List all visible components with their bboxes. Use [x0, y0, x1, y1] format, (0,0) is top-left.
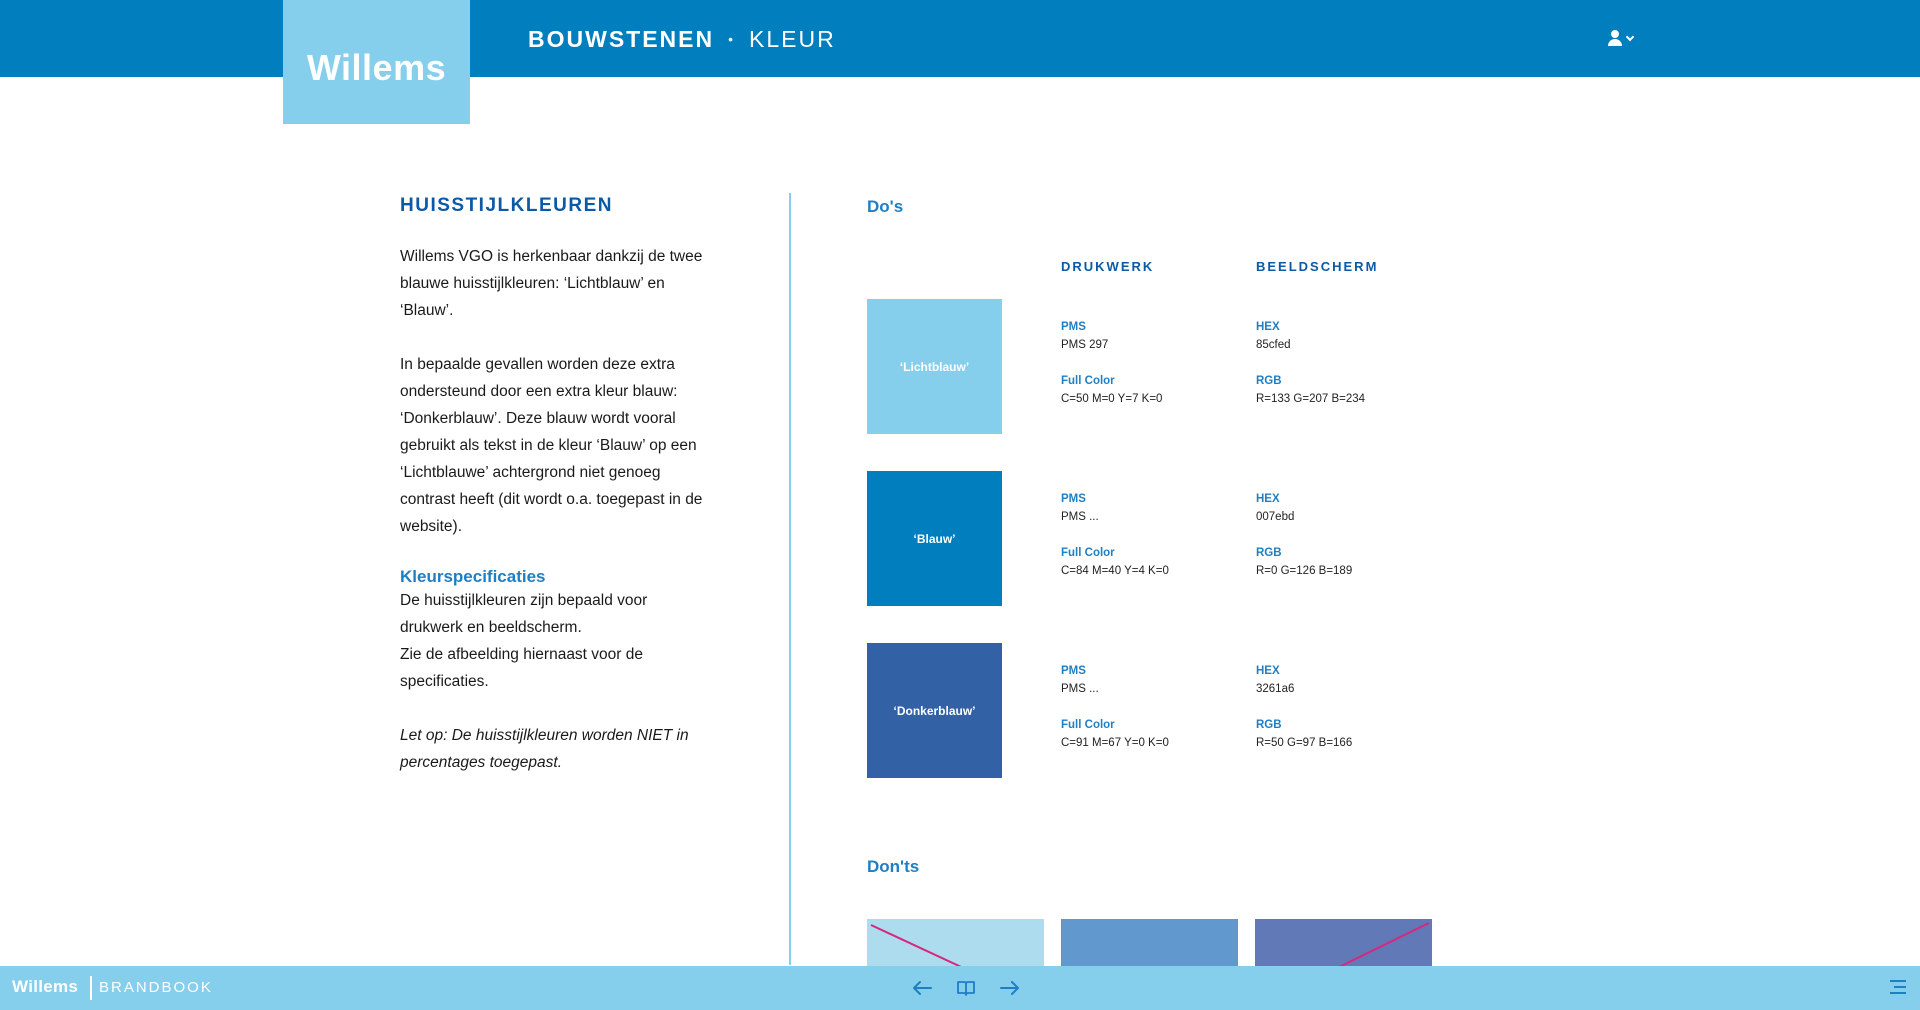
donts-heading: Don'ts: [867, 857, 920, 876]
fullcolor-label: Full Color: [1061, 719, 1115, 731]
logo-text: Willems: [306, 47, 447, 88]
arrow-left-icon: [912, 980, 932, 996]
pms-value: PMS ...: [1061, 683, 1099, 695]
pms-label: PMS: [1061, 493, 1086, 505]
dont-example-1: [867, 919, 1044, 966]
hex-value: 007ebd: [1256, 511, 1295, 523]
intro-column: [400, 195, 710, 776]
rgb-value: R=133 G=207 B=234: [1256, 393, 1366, 405]
swatch-label: ‘Blauw’: [913, 531, 956, 546]
specs-subheading: Kleurspecificaties: [400, 567, 546, 586]
specs-paragraph: De huisstijlkleuren zijn bepaald voor drukwerk en beeldscherm.: [400, 592, 648, 636]
chevron-down-icon: [1626, 32, 1634, 40]
breadcrumb-separator: •: [728, 31, 736, 47]
print-spec-donkerblauw: [1061, 662, 1169, 752]
breadcrumb: [528, 24, 836, 54]
page-title: HUISSTIJLKLEUREN: [400, 195, 613, 216]
column-divider: [789, 193, 791, 965]
extra-color-paragraph: In bepaalde gevallen worden deze extra ondersteund door een extra kleur blauw: ‘Donkerblauw’. Deze blauw wordt vooral gebruikt als tekst in de kleur ‘Blauw’ op een ‘Lichtblauwe’ achtergrond niet genoeg contrast heeft (dit wordt o.a. toegepast in de website).: [400, 356, 703, 535]
pms-label: PMS: [1061, 665, 1086, 677]
screen-spec-donkerblauw: [1256, 662, 1352, 752]
dont-example-3: [1255, 919, 1432, 966]
dont-tile-graphic: [867, 919, 1044, 966]
fullcolor-value: C=50 M=0 Y=7 K=0: [1061, 393, 1163, 405]
breadcrumb-section[interactable]: BOUWSTENEN: [528, 25, 715, 52]
fullcolor-value: C=84 M=40 Y=4 K=0: [1061, 565, 1169, 577]
footer-logo[interactable]: Willems: [12, 977, 79, 996]
dos-heading: Do's: [867, 197, 904, 216]
hex-label: HEX: [1256, 493, 1280, 505]
user-menu-button[interactable]: [1608, 28, 1638, 48]
fullcolor-label: Full Color: [1061, 547, 1115, 559]
rgb-value: R=50 G=97 B=166: [1256, 737, 1353, 749]
hex-value: 3261a6: [1256, 683, 1295, 695]
print-spec-lichtblauw: [1061, 318, 1162, 408]
hex-label: HEX: [1256, 665, 1280, 677]
note-paragraph: Let op: De huisstijlkleuren worden NIET in percentages toegepast.: [400, 727, 689, 771]
print-spec-blauw: [1061, 490, 1169, 580]
rgb-label: RGB: [1256, 375, 1282, 387]
pms-value: PMS ...: [1061, 511, 1099, 523]
next-page-button[interactable]: [997, 976, 1023, 1000]
hamburger-menu-icon[interactable]: [1884, 978, 1906, 998]
screen-column-header: BEELDSCHERM: [1256, 259, 1379, 274]
bottom-bar: [0, 966, 1920, 1010]
rgb-value: R=0 G=126 B=189: [1256, 565, 1353, 577]
dont-tile-graphic: [1255, 919, 1432, 966]
footer-divider: [90, 976, 92, 1000]
arrow-right-icon: [1000, 980, 1020, 996]
hex-label: HEX: [1256, 321, 1280, 333]
pms-label: PMS: [1061, 321, 1086, 333]
rgb-label: RGB: [1256, 719, 1282, 731]
swatch-blauw: [867, 471, 1002, 606]
dont-example-2: [1061, 919, 1238, 966]
swatch-label: ‘Donkerblauw’: [893, 703, 976, 718]
dont-tile-graphic: [1061, 919, 1238, 966]
breadcrumb-page: KLEUR: [749, 25, 836, 52]
swatch-label: ‘Lichtblauw’: [899, 359, 970, 374]
rgb-label: RGB: [1256, 547, 1282, 559]
book-icon: [956, 980, 976, 996]
screen-spec-blauw: [1256, 490, 1352, 580]
footer-brand-label: BRANDBOOK: [99, 979, 213, 996]
user-icon: [1608, 30, 1622, 46]
previous-page-button[interactable]: [909, 976, 935, 1000]
screen-spec-lichtblauw: [1256, 318, 1365, 408]
swatch-lichtblauw: [867, 299, 1002, 434]
fullcolor-label: Full Color: [1061, 375, 1115, 387]
intro-paragraph: Willems VGO is herkenbaar dankzij de twee blauwe huisstijlkleuren: ‘Lichtblauw’ en ‘Blauw’.: [400, 248, 703, 319]
willems-logo[interactable]: [283, 0, 470, 124]
pms-value: PMS 297: [1061, 339, 1109, 351]
print-column-header: DRUKWERK: [1061, 259, 1155, 274]
swatch-donkerblauw: [867, 643, 1002, 778]
specs-reference-paragraph: Zie de afbeelding hiernaast voor de specificaties.: [400, 646, 643, 690]
fullcolor-value: C=91 M=67 Y=0 K=0: [1061, 737, 1169, 749]
hex-value: 85cfed: [1256, 339, 1291, 351]
table-of-contents-button[interactable]: [953, 976, 979, 1000]
